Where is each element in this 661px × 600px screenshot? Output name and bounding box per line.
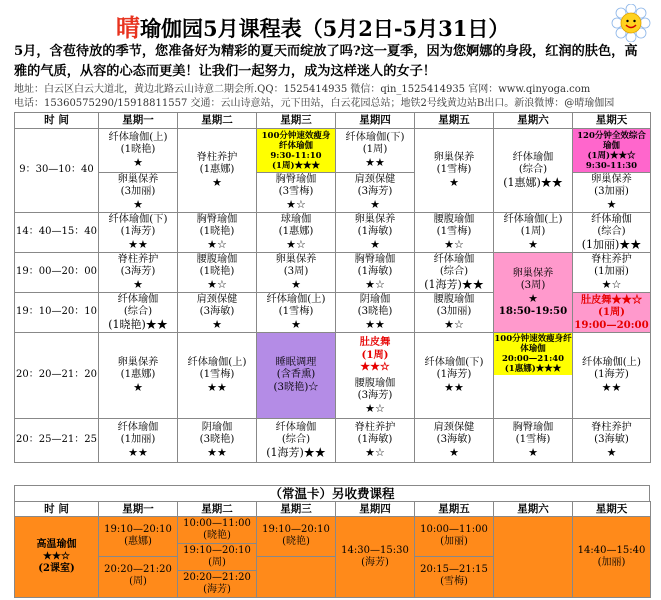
schedule-header-row <box>15 113 651 129</box>
time-slot: 20：20—21：20 <box>15 333 99 419</box>
time-slot: 14：40—15：40 <box>15 213 99 253</box>
class-cell: 纤体瑜伽(下) (1海芳) ★★ <box>99 213 178 253</box>
header-wed: 星期三 <box>257 502 336 517</box>
class-cell: 卵巢保养 (3加丽) ★ <box>573 173 651 213</box>
class-cell: 胸臀瑜伽 (1雪梅) ★ <box>494 419 573 463</box>
contact-line-1: 地址：白云区白云大道北，黄边北路云山诗意二期会所.QQ：1525414935 微信：qin_1525414935 官网：www.qinyoga.com <box>14 84 591 95</box>
class-cell: 卵巢保养 (3周) ★ <box>257 253 336 293</box>
table-row <box>15 253 651 293</box>
class-cell: 脊柱养护 (3海敏) ★ <box>573 419 651 463</box>
brand-char: 晴 <box>116 13 140 42</box>
header-time: 时 间 <box>15 113 99 129</box>
class-cell: 球瑜伽 (1惠娜) ★☆ <box>257 213 336 253</box>
class-cell: 纤体瑜伽 (1加丽) ★★ <box>99 419 178 463</box>
class-cell: 纤体瑜伽(上) (1雪梅) ★★ <box>178 333 257 419</box>
time-slot: 19：00—20：00 <box>15 253 99 293</box>
class-cell: 纤体瑜伽(下) (1周) ★★ <box>336 129 415 173</box>
header-mon: 星期一 <box>99 502 178 517</box>
table-row <box>15 213 651 253</box>
header-thu: 星期四 <box>336 113 415 129</box>
page-title <box>116 8 509 43</box>
class-cell: 纤体瑜伽(上) (1海芳) ★★ <box>573 333 651 419</box>
class-cell: 阴瑜伽 (3晓艳) ★★ <box>178 419 257 463</box>
time-slot: 20：25—21：25 <box>15 419 99 463</box>
header-sat: 星期六 <box>494 113 573 129</box>
class-cell: 14:30—15:30 (海芳) <box>336 517 415 598</box>
header <box>6 4 655 42</box>
class-cell: 卵巢保养 (3周) ★ 18:50-19:50 <box>494 253 573 333</box>
class-cell: 14:40—15:40 (加丽) <box>573 517 651 598</box>
class-cell: 纤体瑜伽(下) (1海芳) ★★ <box>415 333 494 419</box>
class-cell: 脊柱养护 (1加丽) ★☆ <box>573 253 651 293</box>
header-tue: 星期二 <box>178 502 257 517</box>
class-cell: 纤体瑜伽 (综合) (1海芳)★★ <box>257 419 336 463</box>
class-cell: 睡眠调理 (含香熏) (3晓艳)☆ <box>257 333 336 419</box>
class-cell: 脊柱养护 (1海敏) ★☆ <box>336 419 415 463</box>
class-cell: 纤体瑜伽 (综合) (1加丽)★★ <box>573 213 651 253</box>
schedule-table <box>14 112 651 463</box>
class-cell: 胸臀瑜伽 (1海敏) ★☆ <box>336 253 415 293</box>
class-cell: 卵巢保养 (1海敏) ★ <box>336 213 415 253</box>
class-cell: 胸臀瑜伽 (1晓艳) ★☆ <box>178 213 257 253</box>
header-fri: 星期五 <box>415 502 494 517</box>
class-cell: 阴瑜伽 (3晓艳) ★★ <box>336 293 415 333</box>
sun-flower-icon <box>611 4 651 42</box>
extra-header-row <box>15 502 651 517</box>
class-cell: 卵巢保养 (1雪梅) ★ <box>415 129 494 213</box>
class-cell: 肚皮舞 (1周) ★★☆ 腰腹瑜伽 (3海芳) ★☆ <box>336 333 415 419</box>
class-cell: 纤体瑜伽 (综合) (1海芳)★★ <box>415 253 494 293</box>
header-sun: 星期天 <box>573 502 651 517</box>
class-cell: 卵巢保养 (1惠娜) ★ <box>99 333 178 419</box>
class-cell: 脊柱养护 (1惠娜) ★ <box>178 129 257 213</box>
class-cell: 脊柱养护 (3海芳) ★ <box>99 253 178 293</box>
title-text: 瑜伽园5月课程表（5月2日-5月31日） <box>140 16 510 41</box>
class-cell: 纤体瑜伽(上) (1雪梅) ★ <box>257 293 336 333</box>
header-sun: 星期天 <box>573 113 651 129</box>
class-cell: 10:00—11:00 (晓艳) 19:10—20:10 (周) 20:20—21:20 (海芳) <box>178 517 257 598</box>
header-mon: 星期一 <box>99 113 178 129</box>
class-cell: 腰腹瑜伽 (1雪梅) ★☆ <box>415 213 494 253</box>
class-cell: 肩颈保健 (3海芳) ★ <box>336 173 415 213</box>
class-cell: 纤体瑜伽 (综合) (1晓艳)★★ <box>99 293 178 333</box>
header-wed: 星期三 <box>257 113 336 129</box>
class-cell: 肩颈保健 (3海敏) ★ <box>415 419 494 463</box>
table-row <box>15 129 651 173</box>
class-cell: 胸臀瑜伽 (3雪梅) ★☆ <box>257 173 336 213</box>
class-cell: 19:10—20:10 (晓艳) <box>257 517 336 598</box>
empty-cell <box>494 517 573 598</box>
class-cell: 卵巢保养 (3加丽) ★ <box>99 173 178 213</box>
class-cell: 腰腹瑜伽 (3加丽) ★☆ <box>415 293 494 333</box>
class-cell: 纤体瑜伽 (综合) (1惠娜)★★ <box>494 129 573 213</box>
header-fri: 星期五 <box>415 113 494 129</box>
time-slot: 19：10—20：10 <box>15 293 99 333</box>
promo-cell: 120分钟全效综合瑜伽 (1周)★★☆ 9:30-11:30 <box>573 129 651 173</box>
header-sat: 星期六 <box>494 502 573 517</box>
class-cell: 肚皮舞★★☆ (1周) 19:00—20:00 <box>574 293 649 331</box>
class-cell: 10:00—11:00 (加丽) 20:15—21:15 (雪梅) <box>415 517 494 598</box>
header-time: 时 间 <box>15 502 99 517</box>
header-tue: 星期二 <box>178 113 257 129</box>
promo-cell: 100分钟速效瘦身纤体瑜伽 20:00—21:40 (1惠娜)★★★ <box>494 333 573 419</box>
header-thu: 星期四 <box>336 502 415 517</box>
intro-text: 5月，含苞待放的季节，您准备好为精彩的夏天而绽放了吗?这一夏季，因为您婀娜的身段，红润的肤色，高雅的气质，从容的心态而更美！让我们一起努力，成为这样迷人的女子！ <box>14 44 638 79</box>
contact-info <box>14 83 654 111</box>
table-row <box>15 419 651 463</box>
promo-cell: 100分钟速效瘦身 纤体瑜伽 9:30-11:10 (1周)★★★ <box>257 129 336 173</box>
contact-line-2: 电话：15360575290/15918811557 交通：云山诗意站，元下田站，白云花园总站；地铁2号线黄边站B出口。新浪微博：@晴瑜伽园 <box>14 98 615 109</box>
time-slot: 9：30—10：40 <box>15 129 99 213</box>
class-cell: 19:10—20:10 (惠娜) 20:20—21:20 (周) <box>99 517 178 598</box>
hot-yoga-cell: 高温瑜伽 ★★☆ (2课室) <box>15 517 99 598</box>
class-cell: 肩颈保健 (3海敏) ★ <box>178 293 257 333</box>
class-cell: 纤体瑜伽(上) (1晓艳) ★ <box>99 129 178 173</box>
table-row <box>15 333 651 419</box>
class-cell: 腰腹瑜伽 (1晓艳) ★☆ <box>178 253 257 293</box>
extra-title: （常温卡）另收费课程 <box>14 485 650 501</box>
class-cell: 纤体瑜伽(上) (1周) ★ <box>494 213 573 253</box>
table-row <box>15 517 651 598</box>
extra-table <box>14 501 651 598</box>
